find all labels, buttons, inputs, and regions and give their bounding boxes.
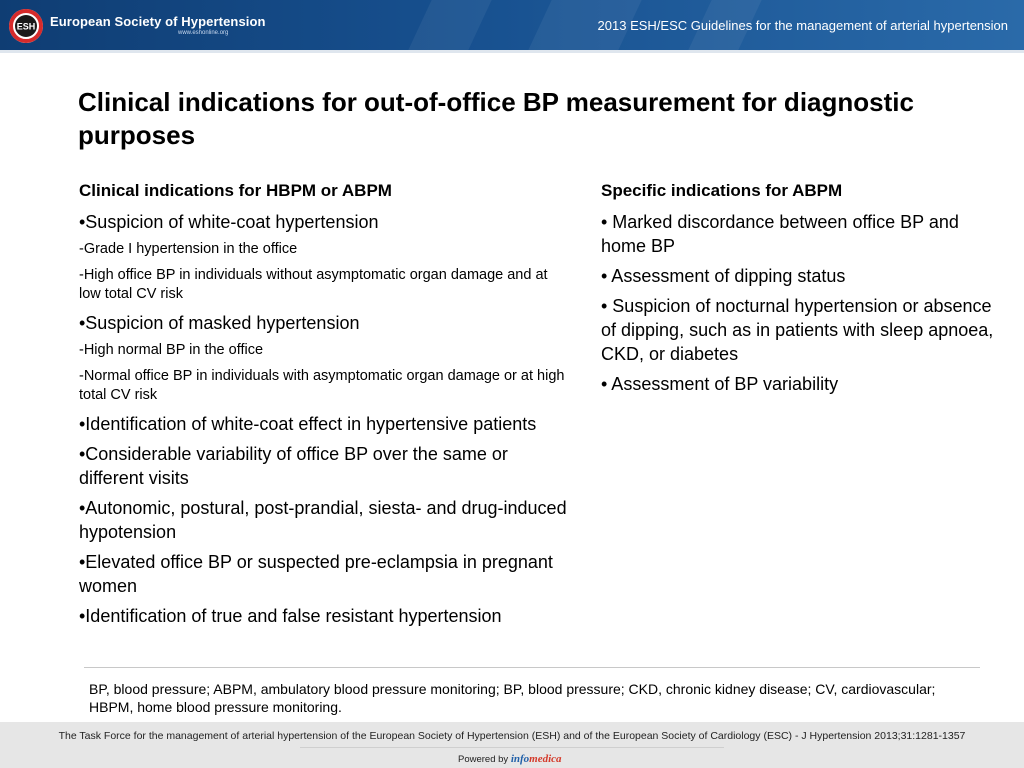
- bullet-item: •Considerable variability of office BP over the same or different visits: [79, 444, 508, 488]
- logo-text: ESH: [16, 21, 36, 32]
- bullet-item: • Assessment of BP variability: [601, 374, 839, 394]
- bullet-item: •Elevated office BP or suspected pre-eclampsia in pregnant women: [79, 552, 553, 596]
- left-column-heading: Clinical indications for HBPM or ABPM: [79, 181, 392, 200]
- left-column: [79, 181, 569, 634]
- header-divider: [0, 50, 1024, 53]
- sub-bullet: -High office BP in individuals without asymptomatic organ damage and at low total CV risk: [79, 267, 548, 302]
- brand-part-2: medica: [529, 753, 562, 765]
- bullet-item: • Suspicion of nocturnal hypertension or absence of dipping, such as in patients with sleep apnoea, CKD, or diabetes: [601, 296, 994, 364]
- sub-bullet: -Normal office BP in individuals with asymptomatic organ damage or at high total CV risk: [79, 368, 565, 403]
- bullet-item: • Assessment of dipping status: [601, 266, 846, 286]
- bullet-item: •Suspicion of masked hypertension: [79, 313, 360, 333]
- header-stripe: [408, 0, 491, 50]
- deck-title: 2013 ESH/ESC Guidelines for the management of arterial hypertension: [597, 18, 1008, 33]
- brand-part-1: info: [510, 753, 530, 765]
- footer-divider: [300, 747, 724, 748]
- bullet-item: •Identification of white-coat effect in hypertensive patients: [79, 414, 537, 434]
- header-bar: [0, 0, 1024, 50]
- sub-bullet: -High normal BP in the office: [79, 342, 264, 358]
- org-url: www.eshonline.org: [178, 30, 229, 36]
- right-column-heading: Specific indications for ABPM: [601, 181, 843, 200]
- infomedica-logo: [511, 753, 562, 765]
- bullet-item: •Suspicion of white-coat hypertension: [79, 212, 379, 232]
- slide-title: Clinical indications for out-of-office BP measurement for diagnostic purposes: [78, 87, 914, 150]
- org-name: European Society of Hypertension: [50, 14, 266, 29]
- bullet-item: •Autonomic, postural, post-prandial, siesta- and drug-induced hypotension: [79, 498, 567, 542]
- bullet-item: • Marked discordance between office BP and home BP: [601, 212, 959, 256]
- right-column: [601, 181, 996, 402]
- citation-text: The Task Force for the management of arterial hypertension of the European Society of Hypertension (ESH) and of the European Society of Cardiology (ESC) - J Hypertension 2013;31:1281-1357: [58, 730, 966, 742]
- left-list: [79, 210, 569, 628]
- footnote-divider: [84, 667, 980, 668]
- esh-logo-icon: [8, 8, 44, 44]
- right-list: [601, 210, 996, 396]
- bullet-item: •Identification of true and false resistant hypertension: [79, 606, 502, 626]
- powered-by-label: Powered by: [458, 754, 509, 765]
- sub-bullet: -Grade I hypertension in the office: [79, 241, 298, 257]
- abbreviations-note: BP, blood pressure; ABPM, ambulatory blood pressure monitoring; BP, blood pressure; CKD, chronic kidney disease; CV, cardiovascular; HBPM, home blood pressure monitoring.: [89, 681, 936, 715]
- powered-by: [458, 753, 562, 765]
